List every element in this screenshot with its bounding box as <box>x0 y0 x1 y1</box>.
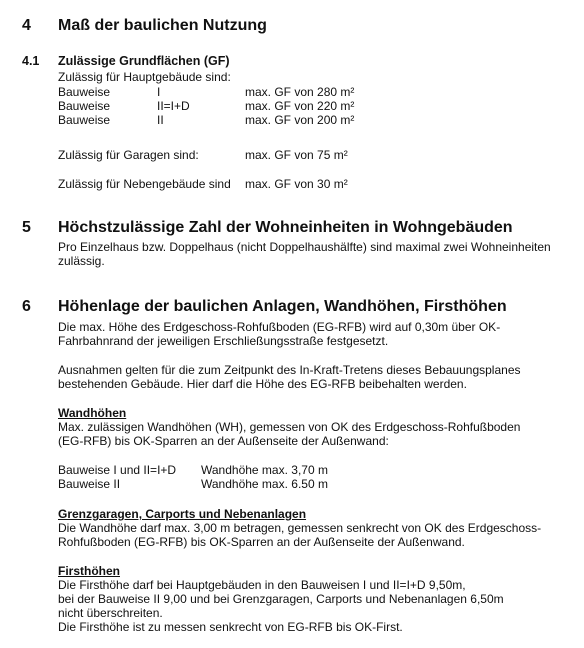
paragraph-line: zulässig. <box>58 254 105 268</box>
paragraph-line: bei der Bauweise II 9,00 und bei Grenzgaragen, Carports und Nebenanlagen 6,50m <box>58 592 504 606</box>
row-type: II=I+D <box>157 99 190 113</box>
paragraph-line: Max. zulässigen Wandhöhen (WH), gemessen von OK des Erdgeschoss-Rohfußboden <box>58 420 521 434</box>
section-title: Höhenlage der baulichen Anlagen, Wandhöhen, Firsthöhen <box>58 298 507 315</box>
subsection-title: Zulässige Grundflächen (GF) <box>58 54 230 68</box>
row-value: max. GF von 30 m² <box>245 177 348 191</box>
row-label: Bauweise II <box>58 477 121 491</box>
paragraph: Zulässig für Hauptgebäude sind: <box>58 70 231 84</box>
section-number: 5 <box>22 219 31 236</box>
row-label: Zulässig für Garagen sind: <box>58 148 199 162</box>
firsthoehen-heading: Firsthöhen <box>58 564 120 578</box>
section-number: 4 <box>22 17 31 34</box>
paragraph-line: (EG-RFB) bis OK-Sparren an der Außenseite der Außenwand: <box>58 434 389 448</box>
section-number: 6 <box>22 298 31 315</box>
row-type: I <box>157 85 161 99</box>
row-value: max. GF von 280 m² <box>245 85 355 99</box>
paragraph-line: Fahrbahnrand der jeweiligen Erschließungsstraße festgesetzt. <box>58 334 389 348</box>
row-label: Zulässig für Nebengebäude sind <box>58 177 231 191</box>
row-label: Bauweise <box>58 99 111 113</box>
row-label: Bauweise <box>58 113 111 127</box>
paragraph-line: nicht überschreiten. <box>58 606 163 620</box>
row-type: II <box>157 113 164 127</box>
row-value: Wandhöhe max. 3,70 m <box>201 463 328 477</box>
paragraph-line: Die max. Höhe des Erdgeschoss-Rohfußboden (EG-RFB) wird auf 0,30m über OK- <box>58 320 501 334</box>
wandhoehen-heading: Wandhöhen <box>58 406 127 420</box>
section-title: Höchstzulässige Zahl der Wohneinheiten in Wohngebäuden <box>58 219 513 236</box>
row-label: Bauweise I und II=I+D <box>58 463 177 477</box>
paragraph-line: bestehenden Gebäude. Hier darf die Höhe des EG-RFB beibehalten werden. <box>58 377 467 391</box>
paragraph-line: Rohfußboden (EG-RFB) bis OK-Sparren an der Außenseite der Außenwand. <box>58 535 465 549</box>
section-title: Maß der baulichen Nutzung <box>58 17 267 34</box>
grenzgaragen-heading: Grenzgaragen, Carports und Nebenanlagen <box>58 507 307 521</box>
row-value: max. GF von 75 m² <box>245 148 348 162</box>
row-value: Wandhöhe max. 6.50 m <box>201 477 328 491</box>
paragraph-line: Die Firsthöhe darf bei Hauptgebäuden in den Bauweisen I und II=I+D 9,50m, <box>58 578 466 592</box>
paragraph-line: Pro Einzelhaus bzw. Doppelhaus (nicht Doppelhaushälfte) sind maximal zwei Wohneinheiten <box>58 240 551 254</box>
paragraph-line: Ausnahmen gelten für die zum Zeitpunkt des In-Kraft-Tretens dieses Bebauungsplanes <box>58 363 521 377</box>
paragraph-line: Die Wandhöhe darf max. 3,00 m betragen, gemessen senkrecht von OK des Erdgeschoss- <box>58 521 542 535</box>
row-label: Bauweise <box>58 85 111 99</box>
row-value: max. GF von 200 m² <box>245 113 355 127</box>
paragraph-line: Die Firsthöhe ist zu messen senkrecht von EG-RFB bis OK-First. <box>58 620 403 634</box>
row-value: max. GF von 220 m² <box>245 99 355 113</box>
subsection-number: 4.1 <box>22 54 40 68</box>
